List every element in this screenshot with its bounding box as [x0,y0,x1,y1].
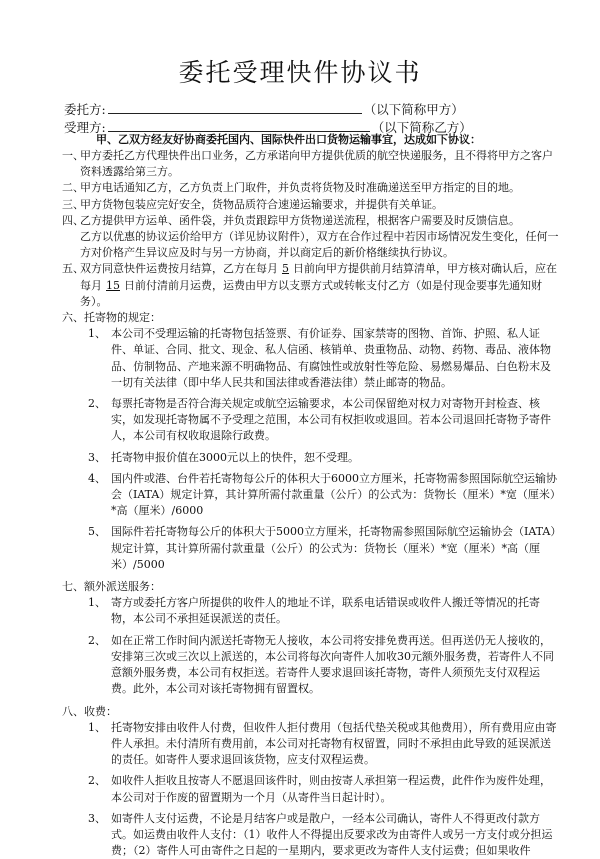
sub-text: 国际件若托寄物每公斤的体积大于5000立方厘米，托寄物需参照国际航空运输协会（IATA）规定计算，其计算所需付款重量（公斤）的公式为：货物长（厘米）*宽（厘米）*高（厘米）/5000 [111,525,556,571]
clause-text: 乙方提供甲方运单、函件袋，并负责跟踪甲方货物递送流程，根据客户需要及时反馈信息。 [80,213,520,227]
agreement-body [0,148,600,859]
party-a-note: （以下简称甲方） [363,102,464,117]
clause [0,148,600,180]
clause-settlement [0,261,600,310]
sub-number: 2、 [88,633,106,647]
sub-number: 1、 [88,596,106,610]
intro-statement: 甲、乙双方经友好协商委托国内、国际快件出口货物运输事宜，达成如下协议： [96,133,481,146]
sub-clause [0,811,600,859]
party-b-blank [108,118,370,132]
clause [0,197,600,213]
sub-number: 1、 [88,327,106,341]
sub-text: 本公司不受理运输的托寄物包括签票、有价证券、国家禁寄的图物、首饰、护照、私人证件、单证、合同、批文、现金、私人信函、核销单、贵重物品、动物、药物、毒品、液体物品、仿制物品、产地来源不明确物品、有腐蚀性或放射性等危险、易燃易爆品、白色粉末及一切有关法律（即中华人民共和国法律或香港法律）禁止邮寄的物品。 [111,327,551,389]
sub-text: 每票托寄物是否符合海关规定或航空运输要求，本公司保留绝对权力对寄物开封检查、核实，如发现托寄物属不予受理之范围，本公司有权拒收或退回。若本公司退回托寄物予寄件人，本公司有权收取退除行政费。 [111,397,551,443]
settlement-text-2: 日前向甲方提供前月结算清单，甲方核对确认后，应在每月 [80,262,557,292]
sub-number: 1、 [88,720,106,734]
sub-text: 国内件或港、台件若托寄物每公斤的体积大于6000立方厘米，托寄物需参照国际航空运输协会（IATA）规定计算，其计算所需付款重量（公斤）的公式为：货物长（厘米）*宽（厘米）*高（厘米）/6000 [111,471,557,518]
settlement-text-3: 日前付清前月运费，运费由甲方以支票方式或转帐支付乙方（如是付现金要事先通知财务）。 [80,278,542,308]
sub-clause [0,524,600,573]
section-heading-shipments: 六、托寄物的规定： [62,311,161,325]
clause-text: 乙方以优惠的协议运价给甲方（详见协议附件），双方在合作过程中若因市场情况发生变化，任何一方对价格产生异议应及时与另一方协商，并以商定后的新价格继续执行协议。 [80,230,559,260]
party-a-line [64,100,464,118]
sub-clause [0,471,600,520]
clause-continuation [0,229,600,261]
party-b-note: （以下简称乙方） [371,120,472,135]
sub-clause [0,773,600,805]
section-heading-delivery: 七、额外派送服务： [62,580,161,594]
sub-text: 寄方或委托方客户所提供的收件人的地址不详，联系电话错误或收件人搬迁等情况的托寄物，本公司不承担延误派送的责任。 [111,596,540,626]
sub-text: 如收件人拒收且按寄人不愿退回该件时，则由按寄人承担第一程运费，此件作为废件处理，本公司对于作废的留置期为一个月（从寄件当日起计时）。 [111,774,551,804]
clause-number: 一、 [62,149,84,162]
settlement-text-1: 双方同意快件运费按月结算，乙方在每月 [80,262,278,276]
sub-text: 如寄件人支付运费，不论是月结客户或是散户，一经本公司确认，寄件人不得更改付款方式。如运费由收件人支付：（1）收件人不得提出反要求改为由寄件人或另一方支付或分担运费；（2）寄件人可由寄件之日起的一星期内，要求更改为寄件人支付运费；但如果收件 [111,811,553,858]
party-b-label: 受理方: [64,120,106,135]
document-title: 委托受理快件协议书 [178,58,422,87]
clause-text: 甲方委托乙方代理快件出口业务，乙方承诺向甲方提供优质的航空快递服务，且不得将甲方之客户资料透露给第三方。 [80,149,553,179]
sub-number: 5、 [88,525,106,539]
sub-clause [0,595,600,627]
section-heading-fees: 八、收费： [62,704,117,718]
payment-day: 15 [106,278,120,292]
clause-text: 甲方货物包装应完好安全，货物品质符合速递运输要求，并提供有关单证。 [80,197,443,211]
sub-text: 托寄物申报价值在3000元以上的快件，恕不受理。 [111,450,359,464]
sub-clause [0,720,600,769]
clause-number: 五、 [62,262,84,276]
sub-text: 托寄物安排由收件人付费，但收件人拒付费用（包括代垫关税或其他费用），所有费用应由寄件人承担。未付清所有费用前，本公司对托寄物有权留置，同时不承担由此导致的延误派送的责任。如寄件人要求退回该货物，应支付双程运费。 [111,720,557,767]
clause-number: 四、 [62,213,84,227]
clause-text: 甲方电话通知乙方，乙方负责上门取件，并负责将货物及时准确递送至甲方指定的目的地。 [80,181,520,195]
statement-day: 5 [282,262,289,276]
clause-number: 二、 [62,181,84,195]
sub-number: 3、 [88,811,106,825]
sub-clause [0,326,600,391]
sub-number: 2、 [88,397,106,411]
sub-clause [0,633,600,698]
clause [0,180,600,196]
sub-clause [0,396,600,445]
sub-number: 3、 [88,450,106,464]
party-a-label: 委托方: [64,102,106,117]
sub-clause [0,450,600,466]
clause [0,213,600,229]
sub-number: 2、 [88,774,106,788]
party-a-blank [108,100,362,114]
sub-text: 如在正常工作时间内派送托寄物无人接收，本公司将安排免费再送。但再送仍无人接收的，安排第三次或三次以上派送的，本公司将每次向寄件人加收30元额外服务费，若寄件人不同意额外服务费，本公司有权拒送。若寄件人要求退回该托寄物，寄件人须预先支付双程运费。此外，本公司对该托寄物拥有留置权。 [111,633,554,696]
clause-number: 三、 [62,197,84,211]
sub-number: 4、 [88,471,106,485]
